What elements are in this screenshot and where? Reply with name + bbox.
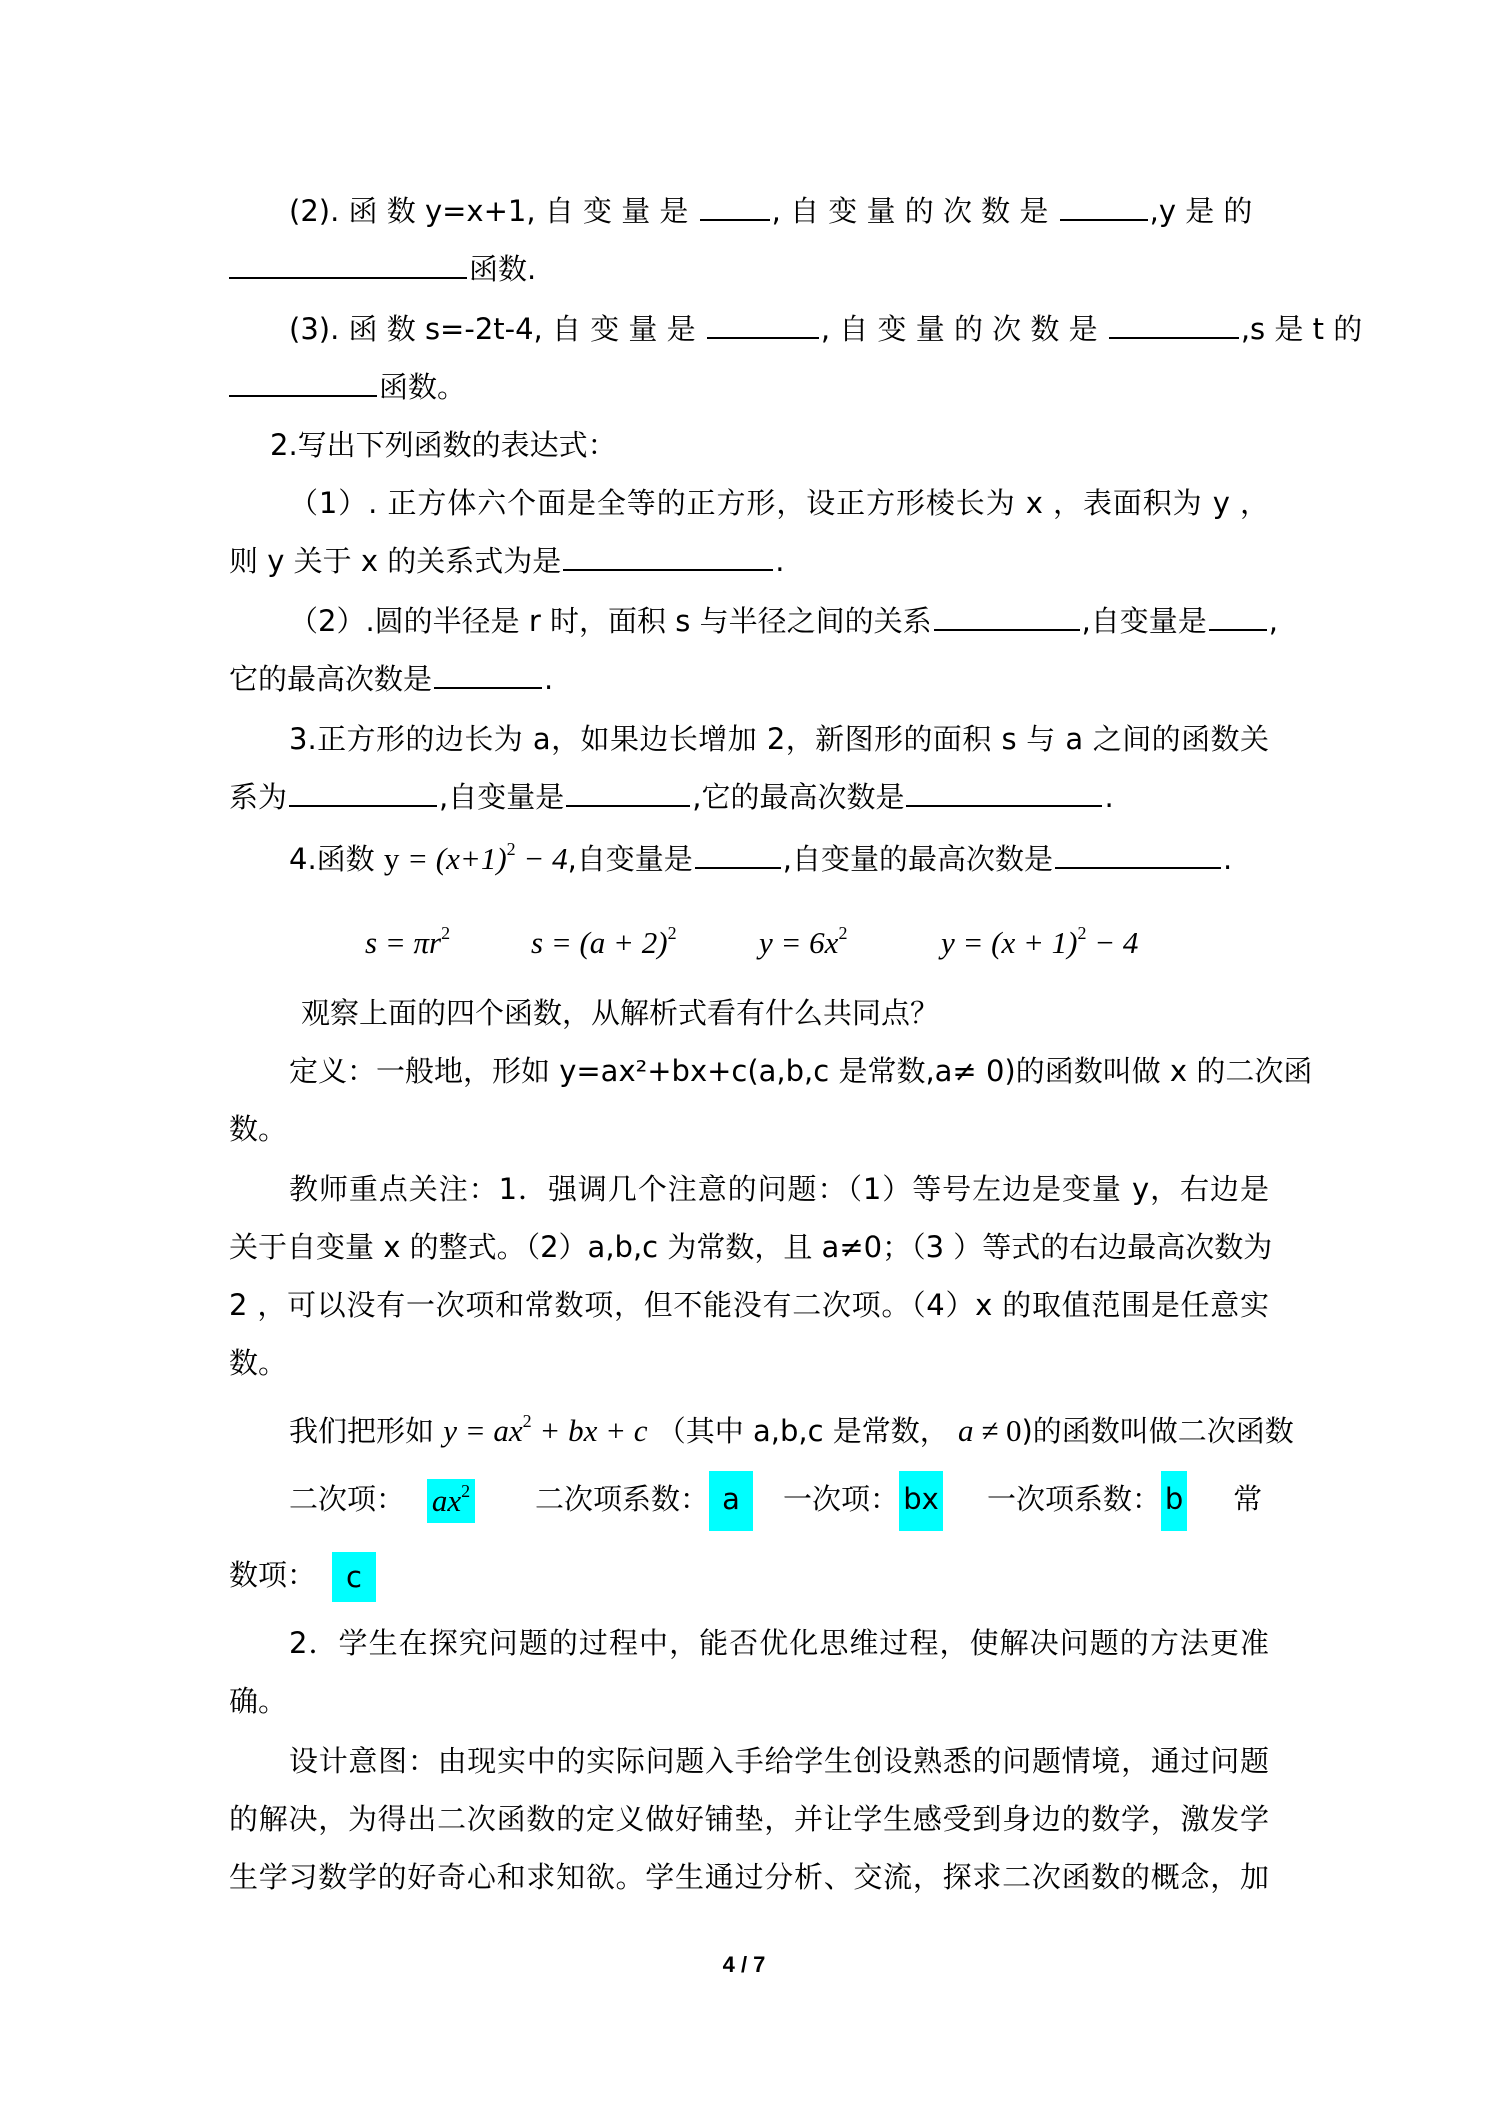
text-line: （2）.圆的半径是 r 时，面积 s 与半径之间的关系 ,自变量是 , [289,592,1278,650]
text-line: (2). 函 数 y=x+1, 自 变 量 是 , 自 变 量 的 次 数 是 ,y 是 的 [289,182,1252,240]
blank [229,365,377,397]
formula-general: $y = ax^2$ + bx + c [443,1411,648,1448]
blank [566,775,690,807]
blank [707,307,819,339]
text-line: 数项： c [229,1546,376,1604]
text-line: 2．学生在探究问题的过程中，能否优化思维过程，使解决问题的方法更准 [289,1626,1269,1660]
text-line: 的解决，为得出二次函数的定义做好铺垫，并让学生感受到身边的数学，激发学 [229,1802,1269,1836]
blank [906,775,1102,807]
blank [229,247,467,279]
blank [695,837,781,869]
blank [1209,599,1267,631]
blank [563,539,773,571]
text-line: (3). 函 数 s=-2t-4, 自 变 量 是 , 自 变 量 的 次 数 是 ,s 是 t 的 [289,300,1362,358]
text-line: 数。 [229,1346,288,1380]
text-line: 函数. [229,240,536,298]
text-line: 设计意图：由现实中的实际问题入手给学生创设熟悉的问题情境，通过问题 [289,1744,1269,1778]
text-line: 二次项： $ax^2$ 二次项系数： a 一次项： bx 一次项系数： b 常 [289,1470,1262,1531]
formula-s-a-plus-2: $s = (a + 2)^2$ [531,923,677,960]
text-line: 2 ，可以没有一次项和常数项，但不能没有二次项。（4）x 的取值范围是任意实 [229,1288,1269,1322]
blank [289,775,437,807]
text-line: 数。 [229,1112,288,1146]
formula-y: $y = (x+1)^2 - 4$ [383,839,568,876]
text-line: 生学习数学的好奇心和求知欲。学生通过分析、交流，探求二次函数的概念，加 [229,1860,1269,1894]
blank [1055,837,1221,869]
text-line: 观察上面的四个函数，从解析式看有什么共同点？ [301,996,940,1030]
blank [434,657,542,689]
blank [1060,189,1148,221]
text-line: 我们把形如 $y = ax^2$ + bx + c （其中 a,b,c 是常数， a ≠ 0)的函数叫做二次函数 [289,1411,1294,1448]
highlight-quadratic-term: $ax^2$ [427,1479,475,1523]
highlight-const-c: c [332,1552,376,1602]
text-line: 4.函数 $y = (x+1)^2 - 4$,自变量是 ,自变量的最高次数是 . [289,839,1233,876]
text-line: 系为 ,自变量是 ,它的最高次数是 . [229,768,1114,826]
text-line: 关于自变量 x 的整式。（2）a,b,c 为常数，且 a≠0；（3 ）等式的右边最高次数为 [229,1230,1273,1264]
highlight-coef-b: b [1161,1471,1187,1531]
formula-s-pi-r2: $s = \pi r^2$ [365,923,451,960]
blank [700,189,770,221]
text-line: 函数。 [229,358,466,416]
formula-a-neq-0: a ≠ 0 [957,1413,1022,1448]
formula-y-x-plus-1: $y = (x + 1)^2 - 4$ [941,923,1139,960]
formula-y-6x2: $y = 6x^2$ [759,923,848,960]
page-number: 4 / 7 [722,1952,766,1977]
text-line: 则 y 关于 x 的关系式为是 . [229,532,784,590]
text-line: 2.写出下列函数的表达式： [270,428,617,462]
highlight-linear-term: bx [899,1471,943,1531]
blank [1109,307,1239,339]
text-line: 确。 [229,1684,288,1718]
highlight-coef-a: a [709,1471,753,1531]
text-line: （1）. 正方体六个面是全等的正方形，设正方形棱长为 x ，表面积为 y ， [289,486,1269,520]
text-line: 教师重点关注：1．强调几个注意的问题：（1）等号左边是变量 y，右边是 [289,1172,1269,1206]
blank [934,599,1080,631]
text-line: 3.正方形的边长为 a，如果边长增加 2，新图形的面积 s 与 a 之间的函数关 [289,722,1269,756]
text-line: 它的最高次数是 . [229,650,553,708]
text-line: 定义：一般地，形如 y=ax²+bx+c(a,b,c 是常数,a≠ 0)的函数叫做 x 的二次函 [289,1054,1313,1088]
